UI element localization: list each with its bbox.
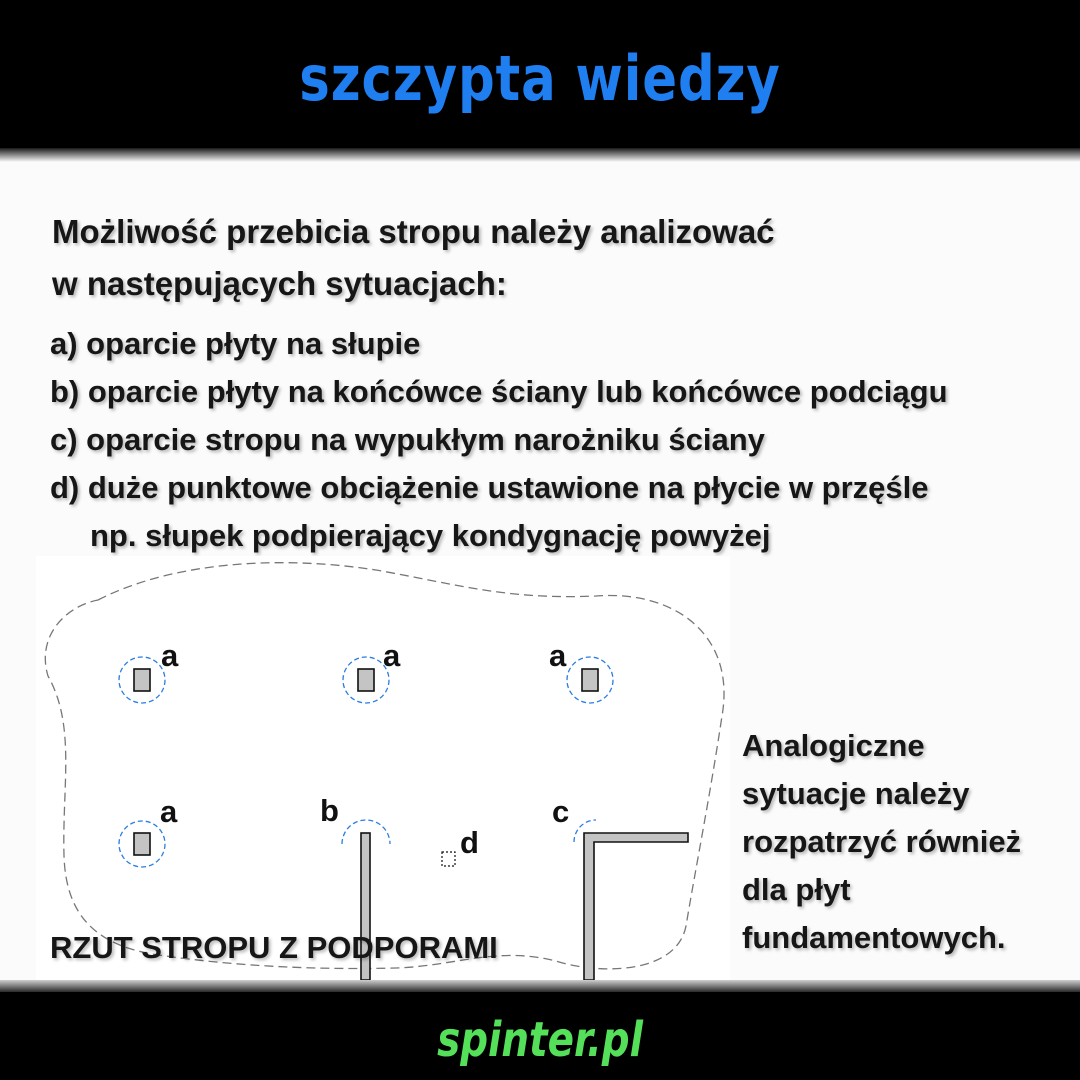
list-item: b) oparcie płyty na końcówce ściany lub końcówce podciągu	[50, 374, 948, 409]
panel-bottom-edge	[0, 980, 1080, 992]
panel-top-edge	[0, 148, 1080, 162]
label-a: a	[383, 638, 401, 673]
side-note	[742, 722, 1021, 962]
floor-plan-diagram	[36, 556, 730, 980]
column-section	[582, 669, 598, 691]
label-a: a	[549, 638, 567, 673]
page-title: szczypta wiedzy	[299, 42, 781, 115]
diagram-background	[36, 556, 730, 980]
site-name: spinter.pl	[437, 1012, 643, 1068]
diagram-caption: RZUT STROPU Z PODPORAMI	[50, 930, 498, 965]
situations-list	[50, 320, 948, 560]
side-note-line: dla płyt	[742, 872, 851, 907]
list-item: a) oparcie płyty na słupie	[50, 326, 421, 361]
label-a: a	[160, 794, 178, 829]
label-d: d	[460, 825, 479, 860]
intro-heading	[52, 206, 775, 310]
label-c: c	[552, 794, 570, 829]
column-section	[358, 669, 374, 691]
side-note-line: rozpatrzyć również	[742, 824, 1022, 859]
side-note-line: fundamentowych.	[742, 920, 1006, 955]
intro-line: w następujących sytuacjach:	[52, 265, 507, 302]
list-item: d) duże punktowe obciążenie ustawione na płycie w przęśle	[50, 470, 929, 505]
label-b: b	[320, 793, 339, 828]
side-note-line: sytuacje należy	[742, 776, 970, 811]
list-item: c) oparcie stropu na wypukłym narożniku ściany	[50, 422, 765, 457]
side-note-line: Analogiczne	[742, 728, 925, 763]
label-a: a	[161, 638, 179, 673]
column-section	[134, 669, 150, 691]
list-item-continuation: np. słupek podpierający kondygnację powyżej	[90, 518, 771, 553]
intro-line: Możliwość przebicia stropu należy analizować	[52, 213, 775, 250]
column-section	[134, 833, 150, 855]
